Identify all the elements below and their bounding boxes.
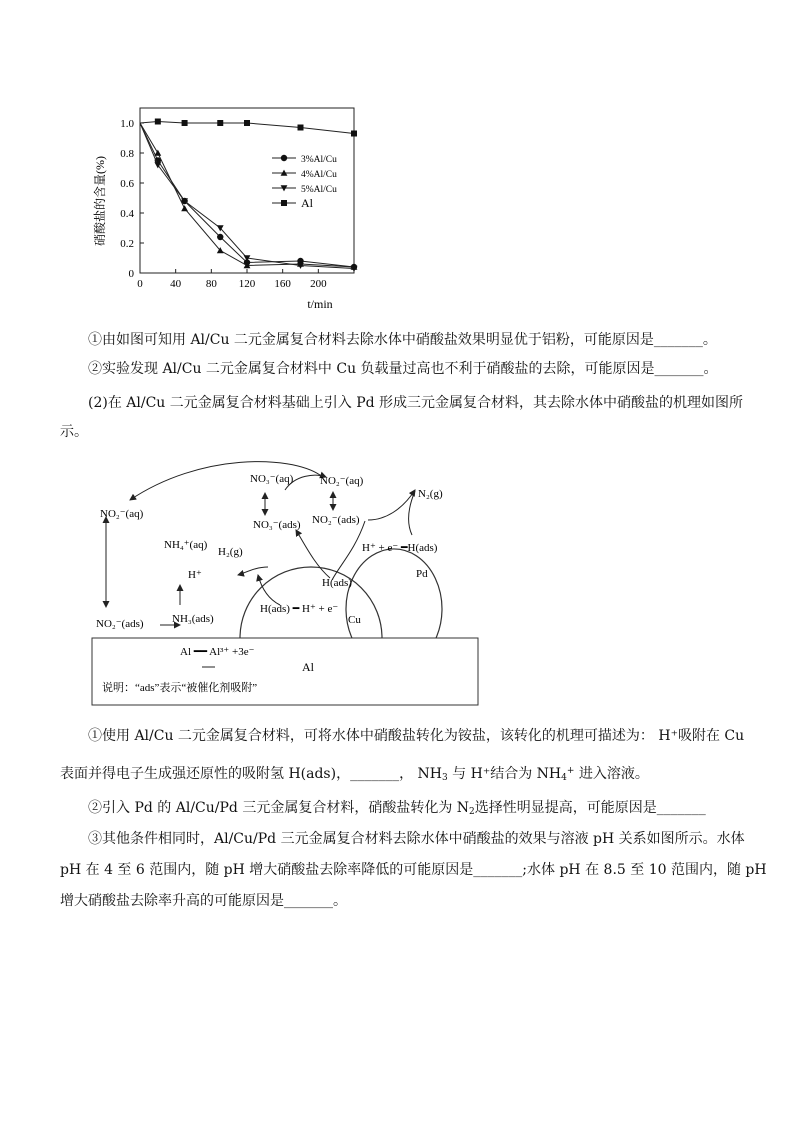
question-1-2: ②实验发现 Al/Cu 二元金属复合材料中 Cu 负载量过高也不利于硝酸盐的去除，可能原因是_______。 xyxy=(88,361,718,377)
label-h2-g: H₂(g) xyxy=(218,546,243,558)
mechanism-diagram xyxy=(90,455,490,710)
label-n2-g: N₂(g) xyxy=(418,488,443,500)
data-point xyxy=(351,131,357,137)
chart-series xyxy=(140,119,357,272)
label-al: Al xyxy=(302,660,314,674)
y-tick-label: 0.6 xyxy=(120,178,134,190)
data-point xyxy=(181,205,188,211)
question-2-1-line2: 表面并得电子生成强还原性的吸附氢 H(ads)，_______， $NH_3$ 与 H⁺结合为 $NH_4^+$ 进入溶液。 xyxy=(60,766,649,783)
label-pd-reaction: H⁺ + e⁻ ━H(ads) xyxy=(362,542,438,554)
y-tick-label: 1.0 xyxy=(120,118,134,130)
q4-text-b: 与 H⁺结合为 NH xyxy=(452,766,562,782)
legend-label: 4%Al/Cu xyxy=(301,170,337,180)
label-nh4-aq: NH₄⁺(aq) xyxy=(164,539,208,551)
q5-text-b: 选择性明显提高，可能原因是_______ xyxy=(474,800,706,816)
question-2-intro-line1: (2)在 Al/Cu 二元金属复合材料基础上引入 Pd 形成三元金属复合材料，其去除水体中硝酸盐的机理如图所 xyxy=(88,395,744,411)
q4-text-a: 表面并得电子生成强还原性的吸附氢 H(ads)，_______， NH xyxy=(60,766,442,782)
label-no3-ads: NO₃⁻(ads) xyxy=(253,519,301,531)
label-h-plus: H⁺ xyxy=(188,569,202,581)
question-2-3-line2: pH 在 4 至 6 范围内，随 pH 增大硝酸盐去除率降低的可能原因是_______;水体 pH 在 8.5 至 10 范围内，随 pH xyxy=(60,862,767,878)
mechanism-svg xyxy=(90,455,490,710)
x-tick-label: 160 xyxy=(274,278,291,290)
q5-text-a: ②引入 Pd 的 Al/Cu/Pd 三元金属复合材料，硝酸盐转化为 N xyxy=(88,800,470,816)
chart-legend xyxy=(272,155,337,210)
question-2-1-line1: ①使用 Al/Cu 二元金属复合材料，可将水体中硝酸盐转化为铵盐，该转化的机理可描述为： H⁺吸附在 Cu xyxy=(88,728,745,744)
chart-y-axis-label: 硝酸盐的含量(%) xyxy=(93,156,107,246)
question-1-1: ①由如图可知用 Al/Cu 二元金属复合材料去除水体中硝酸盐效果明显优于铝粉，可能原因是_______。 xyxy=(88,332,717,348)
data-point xyxy=(155,119,161,125)
label-no2-aq-top: NO₂⁻(aq) xyxy=(320,475,364,487)
label-no2-ads-top: NO₂⁻(ads) xyxy=(312,514,360,526)
data-point xyxy=(281,200,287,206)
label-no2-aq-left: NO₂⁻(aq) xyxy=(100,508,144,520)
question-2-intro-line2: 示。 xyxy=(60,424,88,440)
al-base-box xyxy=(92,638,478,705)
x-tick-label: 200 xyxy=(310,278,327,290)
data-point xyxy=(182,120,188,126)
data-point xyxy=(244,120,250,126)
chart-svg xyxy=(92,98,382,318)
q4-text-c: 进入溶液。 xyxy=(578,766,649,782)
y-tick-label: 0 xyxy=(128,268,134,280)
label-ads-note: 说明：“ads”表示“被催化剂吸附” xyxy=(102,682,258,694)
data-point xyxy=(217,120,223,126)
legend-label: 3%Al/Cu xyxy=(301,155,337,165)
label-cu-reaction: H(ads) ━ H⁺ + e⁻ xyxy=(260,603,339,615)
data-point xyxy=(281,155,287,161)
question-2-3-line3: 增大硝酸盐去除率升高的可能原因是_______。 xyxy=(60,893,347,909)
data-point xyxy=(217,234,223,240)
label-h-ads-mid: H(ads) xyxy=(322,577,352,589)
y-tick-label: 0.2 xyxy=(120,238,134,250)
x-tick-label: 40 xyxy=(170,278,182,290)
x-tick-label: 0 xyxy=(137,278,143,290)
y-tick-label: 0.4 xyxy=(120,208,134,220)
data-point xyxy=(298,125,304,131)
y-tick-label: 0.8 xyxy=(120,148,134,160)
label-no2-ads-left: NO₂⁻(ads) xyxy=(96,618,144,630)
label-pd: Pd xyxy=(416,568,428,580)
data-point xyxy=(154,150,161,156)
legend-label: 5%Al/Cu xyxy=(301,185,337,195)
label-al-reaction: Al ━━ Al³⁺ +3e⁻ xyxy=(180,646,255,658)
chart-x-axis-label: t/min xyxy=(307,297,333,311)
label-no3-aq: NO₃⁻(aq) xyxy=(250,473,294,485)
series-line xyxy=(140,123,354,269)
question-2-3-line1: ③其他条件相同时，Al/Cu/Pd 三元金属复合材料去除水体中硝酸盐的效果与溶液 pH 关系如图所示。水体 xyxy=(88,831,745,847)
question-2-2: ②引入 Pd 的 Al/Cu/Pd 三元金属复合材料，硝酸盐转化为 $N_2$选择性明显提高，可能原因是_______ xyxy=(88,800,706,817)
nitrate-content-chart xyxy=(92,98,382,318)
series-line xyxy=(140,123,354,267)
label-cu: Cu xyxy=(348,614,361,626)
x-tick-label: 80 xyxy=(205,278,217,290)
label-nh3-ads: NH₃(ads) xyxy=(172,613,214,625)
x-tick-label: 120 xyxy=(238,278,256,290)
series-line xyxy=(140,123,354,267)
legend-label: Al xyxy=(301,196,313,210)
